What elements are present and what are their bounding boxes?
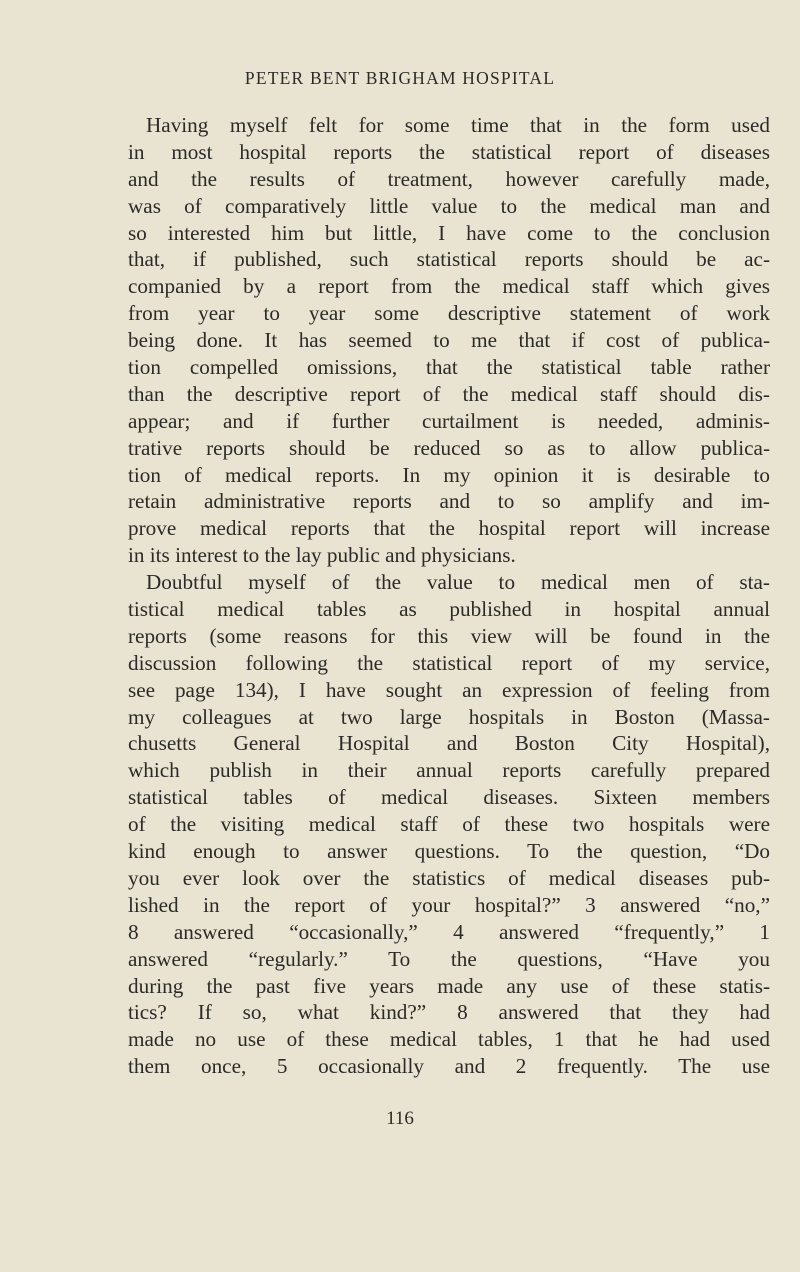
text-line: appear; and if further curtailment is needed, adminis- bbox=[128, 408, 770, 433]
text-line: tion compelled omissions, that the statistical table rather bbox=[128, 355, 770, 380]
text-line: 8 answered “occasionally,” 4 answered “frequently,” 1 bbox=[128, 919, 770, 944]
text-line: see page 134), I have sought an expression of feeling from bbox=[128, 677, 770, 702]
text-line: retain administrative reports and to so amplify and im- bbox=[128, 489, 770, 514]
text-line: my colleagues at two large hospitals in Boston (Massa- bbox=[128, 704, 770, 729]
text-line: tics? If so, what kind?” 8 answered that they had bbox=[128, 1000, 770, 1025]
paragraph bbox=[128, 569, 770, 1080]
text-line: in its interest to the lay public and physicians. bbox=[128, 543, 516, 568]
text-line: during the past five years made any use of these statis- bbox=[128, 973, 770, 998]
running-header: PETER BENT BRIGHAM HOSPITAL bbox=[244, 68, 556, 88]
text-line: you ever look over the statistics of medical diseases pub- bbox=[128, 865, 770, 890]
text-line: which publish in their annual reports carefully prepared bbox=[128, 758, 770, 783]
page-number: 116 bbox=[386, 1108, 414, 1129]
text-line: discussion following the statistical report of my service, bbox=[128, 650, 770, 675]
text-line: from year to year some descriptive statement of work bbox=[128, 301, 770, 326]
text-line: so interested him but little, I have come to the conclusion bbox=[128, 220, 770, 245]
text-line: made no use of these medical tables, 1 that he had used bbox=[128, 1027, 770, 1052]
text-line: chusetts General Hospital and Boston City Hospital), bbox=[128, 731, 770, 756]
text-line: prove medical reports that the hospital report will increase bbox=[128, 516, 770, 541]
body-text bbox=[128, 112, 770, 1080]
text-line: that, if published, such statistical reports should be ac- bbox=[128, 247, 770, 272]
text-line: tistical medical tables as published in hospital annual bbox=[128, 597, 770, 622]
text-line: reports (some reasons for this view will be found in the bbox=[128, 623, 770, 648]
text-line: in most hospital reports the statistical report of diseases bbox=[128, 139, 770, 164]
text-line: Having myself felt for some time that in the form used bbox=[146, 113, 770, 137]
text-line: of the visiting medical staff of these two hospitals were bbox=[128, 812, 770, 837]
text-line: answered “regularly.” To the questions, “Have you bbox=[128, 946, 770, 971]
text-line: was of comparatively little value to the medical man and bbox=[128, 193, 770, 218]
text-line: statistical tables of medical diseases. Sixteen members bbox=[128, 785, 770, 810]
text-line: lished in the report of your hospital?” 3 answered “no,” bbox=[128, 892, 770, 917]
text-line: them once, 5 occasionally and 2 frequently. The use bbox=[128, 1054, 770, 1079]
text-line: tion of medical reports. In my opinion it is desirable to bbox=[128, 462, 770, 487]
text-line: companied by a report from the medical staff which gives bbox=[128, 274, 770, 299]
text-line: trative reports should be reduced so as to allow publica- bbox=[128, 435, 770, 460]
text-line: Doubtful myself of the value to medical men of sta- bbox=[146, 570, 770, 595]
text-line: than the descriptive report of the medical staff should dis- bbox=[128, 381, 770, 406]
text-line: and the results of treatment, however carefully made, bbox=[128, 166, 770, 191]
paragraph bbox=[128, 112, 770, 569]
text-line: being done. It has seemed to me that if cost of publica- bbox=[128, 328, 770, 353]
text-line: kind enough to answer questions. To the question, “Do bbox=[128, 839, 770, 864]
